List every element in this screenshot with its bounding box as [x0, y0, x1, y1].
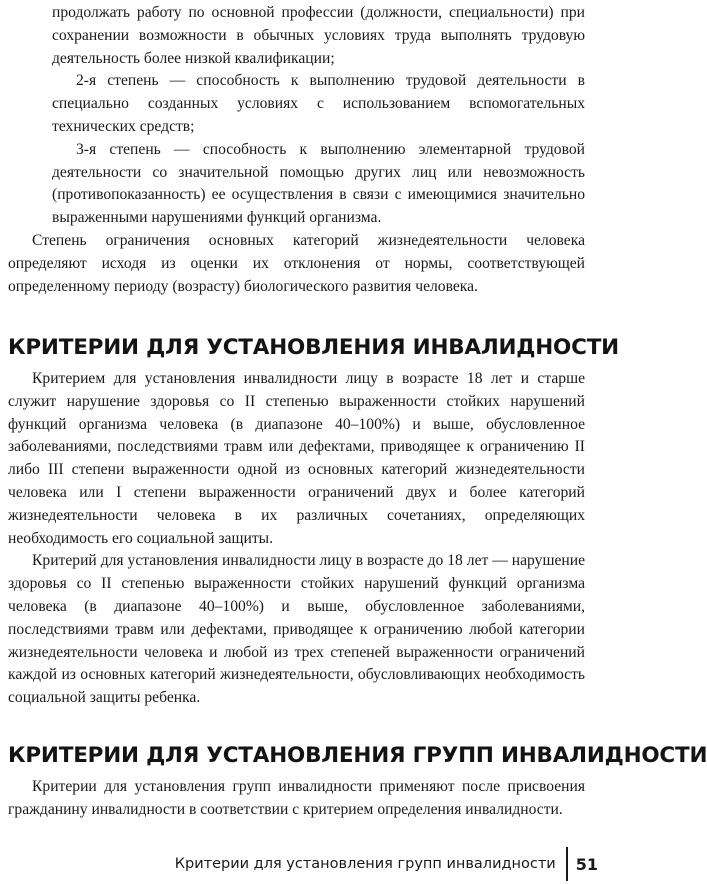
list-item-degree-2: 2-я степень — способность к выполнению трудовой деятельности в специально созданных условиях с использованием вспомогательных технических средств; — [52, 72, 585, 135]
section-heading-disability-criteria: КРИТЕРИИ ДЛЯ УСТАНОВЛЕНИЯ ИНВАЛИДНОСТИ — [8, 335, 619, 360]
intro-paragraph-block — [8, 230, 585, 298]
list-item-text: продолжать работу по основной профессии (должности, специальности) при сохранении возможности в обычных условиях труда выполнять трудовую деятельность более низкой квалификации; — [52, 4, 585, 67]
section1-body — [8, 368, 585, 710]
section2-body — [8, 776, 585, 822]
degree-list-continuation — [52, 2, 585, 230]
intro-paragraph: Степень ограничения основных категорий жизнедеятельности человека определяют исходя из оценки их отклонения от нормы, соответствующей определенному периоду (возрасту) биологического развития человека. — [8, 232, 585, 295]
paragraph-adult-criterion: Критерием для установления инвалидности лицу в возрасте 18 лет и старше служит нарушение здоровья со II степенью выраженности стойких нарушений функций организма человека (в диапазоне 40–100%) и выше, обусловленное заболеваниями, последствиями травм или дефектами, приводящее к ограничению II либо III степени выраженности одной из основных категорий жизнедеятельности человека или I степени выраженности ограничений двух и более категорий жизнедеятельности человека в их различных сочетаниях, определяющих необходимость его социальной защиты. — [8, 370, 585, 547]
page-number: 51 — [575, 854, 598, 874]
paragraph-child-criterion: Критерий для установления инвалидности лицу в возрасте до 18 лет — нарушение здоровья со II степенью выраженности стойких нарушений функций организма человека (в диапазоне 40–100%) и выше, обусловленное заболеваниями, последствиями травм или дефектами, приводящее к ограничению любой категории жизнедеятельности человека и любой из трех степеней выраженности ограничений каждой из основных категорий жизнедеятельности, обусловливающих необходимость социальной защиты ребенка. — [8, 552, 585, 707]
page-footer — [175, 846, 604, 882]
section-heading-group-criteria: КРИТЕРИИ ДЛЯ УСТАНОВЛЕНИЯ ГРУПП ИНВАЛИДНОСТИ — [8, 743, 707, 768]
list-item-degree-3: 3-я степень — способность к выполнению элементарной трудовой деятельности со значительной помощью других лиц или невозможность (противопоказанность) ее осуществления в связи с имеющимися значительно выраженными нарушениями функций организма. — [52, 140, 585, 227]
running-title: Критерии для установления групп инвалидности — [174, 856, 556, 872]
paragraph-group-criteria: Критерии для установления групп инвалидности применяют после присвоения гражданину инвалидности в соответствии с критерием определения инвалидности. — [8, 778, 585, 818]
